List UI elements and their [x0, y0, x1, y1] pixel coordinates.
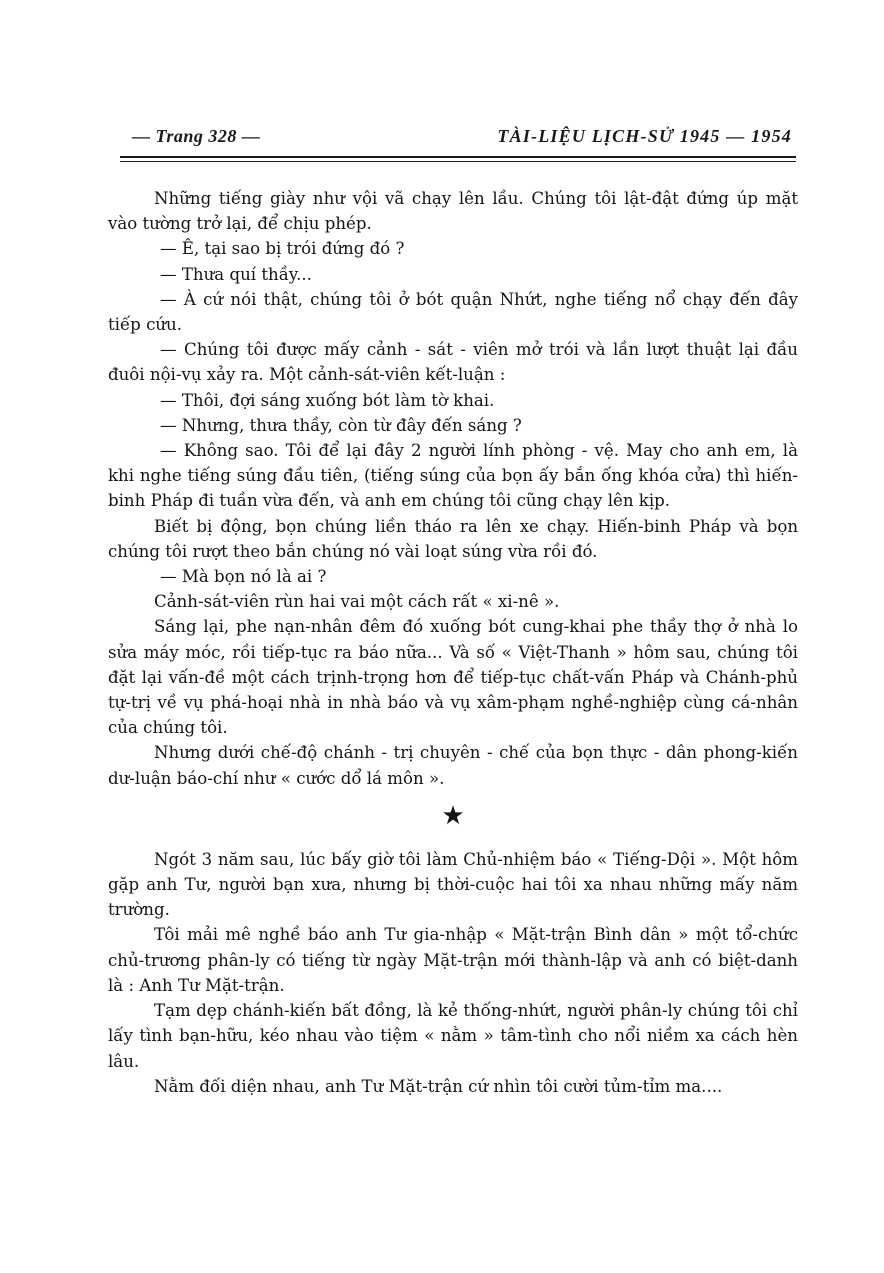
dialog-line: — Mà bọn nó là ai ?: [160, 567, 327, 587]
running-title: TÀI-LIỆU LỊCH-SỬ 1945 — 1954: [497, 126, 792, 146]
paragraph: Cảnh-sát-viên rùn hai vai một cách rất « xi-nê ».: [154, 592, 560, 612]
dialog-line: — Thưa quí thầy...: [160, 264, 312, 284]
dialog-line: — Nhưng, thưa thầy, còn từ đây đến sáng ?: [160, 415, 522, 435]
paragraph: Sáng lại, phe nạn-nhân đêm đó xuống bót cung-khai phe thầy thợ ở nhà lo sửa máy móc, rồi tiếp-tục ra báo nữa... Và số « Việt-Thanh » hôm sau, chúng tôi đặt lại vấn-đề một cách trịnh-trọng hơn để tiếp-tục chất-vấn Pháp và Chánh-phủ tự-trị về vụ phá-hoại nhà in nhà báo và vụ xâm-phạm nghề-nghiệp cùng cá-nhân của chúng tôi.: [108, 617, 798, 738]
paragraph: Nhưng dưới chế-độ chánh - trị chuyên - chế của bọn thực - dân phong-kiến dư-luận báo-chí như « cước dổ lá môn ».: [108, 743, 798, 788]
dialog-line: — Không sao. Tôi để lại đây 2 người lính phòng - vệ. May cho anh em, là khi nghe tiếng súng đầu tiên, (tiếng súng của bọn ấy bắn ống khóa cửa) thì hiến-binh Pháp đi tuần vừa đến, và anh em chúng tôi cũng chạy lên kịp.: [108, 441, 798, 511]
header-rule-thick: [120, 156, 796, 158]
paragraph: Biết bị động, bọn chúng liền tháo ra lên xe chạy. Hiến-binh Pháp và bọn chúng tôi rượt theo bắn chúng nó vài loạt súng vừa rồi đó.: [108, 516, 798, 561]
dialog-line: — À cứ nói thật, chúng tôi ở bót quận Nhứt, nghe tiếng nổ chạy đến đây tiếp cứu.: [108, 289, 798, 335]
page-header: [132, 126, 792, 150]
page-number-label: — Trang 328 —: [132, 126, 261, 146]
dialog-line: — Thôi, đợi sáng xuống bót làm tờ khai.: [160, 390, 495, 410]
body-text: [108, 186, 798, 1099]
second-section: [108, 847, 798, 1099]
paragraph: Những tiếng giày như vội vã chạy lên lầu. Chúng tôi lật-đật đứng úp mặt vào tường trở lại, để chịu phép.: [108, 189, 798, 234]
paragraph: Tôi mải mê nghề báo anh Tư gia-nhập « Mặt-trận Bình dân » một tổ-chức chủ-trương phân-ly có tiếng từ ngày Mặt-trận mới thành-lập và anh có biệt-danh là : Anh Tư Mặt-trận.: [108, 925, 798, 995]
dialog-line: — Ê, tại sao bị trói đứng đó ?: [160, 239, 405, 259]
paragraph: Tạm dẹp chánh-kiến bất đồng, là kẻ thống-nhứt, người phân-ly chúng tôi chỉ lấy tình bạn-hữu, kéo nhau vào tiệm « nằm » tâm-tình cho nổi niềm xa cách hèn lâu.: [108, 1001, 798, 1071]
dialog-line: — Chúng tôi được mấy cảnh - sát - viên mở trói và lần lượt thuật lại đầu đuôi nội-vụ xảy ra. Một cảnh-sát-viên kết-luận :: [108, 340, 798, 385]
section-separator-star: ★: [441, 800, 465, 831]
paragraph: Ngót 3 năm sau, lúc bấy giờ tôi làm Chủ-nhiệm báo « Tiếng-Dội ». Một hôm gặp anh Tư, người bạn xưa, nhưng bị thời-cuộc hai tôi xa nhau những mấy năm trường.: [108, 849, 798, 920]
header-rule-thin: [120, 161, 796, 162]
paragraph: Nằm đối diện nhau, anh Tư Mặt-trận cứ nhìn tôi cười tủm-tỉm ma....: [154, 1076, 723, 1096]
